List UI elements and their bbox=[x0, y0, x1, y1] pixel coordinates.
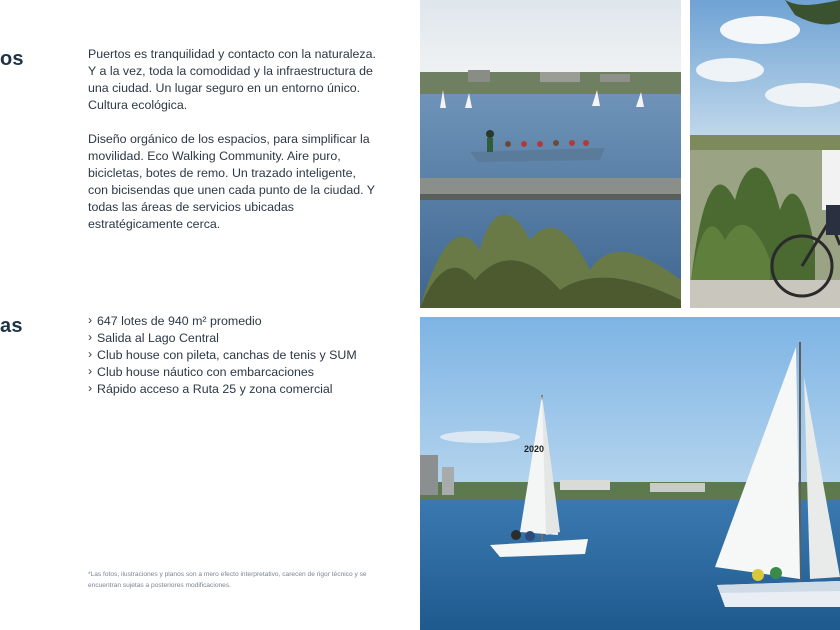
feature-item-access: › Rápido acceso a Ruta 25 y zona comercial bbox=[88, 381, 357, 398]
photo-cyclist bbox=[690, 0, 840, 308]
disclaimer-footnote: *Las fotos, ilustraciones y planos son a mero efecto interpretativo, carecen de rigor técnico y se encuentran sujetas a posteriores modificaciones. bbox=[88, 571, 367, 589]
sail-number: 2020 bbox=[524, 444, 545, 454]
feature-item-clubhouse: › Club house con pileta, canchas de tenis y SUM bbox=[88, 347, 357, 364]
feature-item-lake: › Salida al Lago Central bbox=[88, 330, 357, 347]
feature-item-lots: › 647 lotes de 940 m² promedio bbox=[88, 313, 357, 330]
photo-sailboats bbox=[420, 317, 840, 630]
intro-paragraph-2: Diseño orgánico de los espacios, para simplificar la movilidad. Eco Walking Community. Aire puro, bicicletas, botes de remo. Un trazado inteligente, con bicisendas que unen cada punto de la ciudad. Y todas las áreas de servicios ubicadas estratégicamente cerca. bbox=[88, 132, 375, 231]
section-heading-fragment-1: os bbox=[0, 48, 24, 70]
photo-rowing-lake bbox=[420, 0, 681, 308]
feature-item-nautical-club: › Club house náutico con embarcaciones bbox=[88, 364, 357, 381]
features-list bbox=[88, 313, 357, 398]
intro-paragraph-1: Puertos es tranquilidad y contacto con la naturaleza. Y a la vez, toda la comodidad y la infraestructura de una ciudad. Un lugar seguro en un entorno único. Cultura ecológica. bbox=[88, 47, 376, 112]
section-heading-fragment-2: as bbox=[0, 315, 23, 337]
